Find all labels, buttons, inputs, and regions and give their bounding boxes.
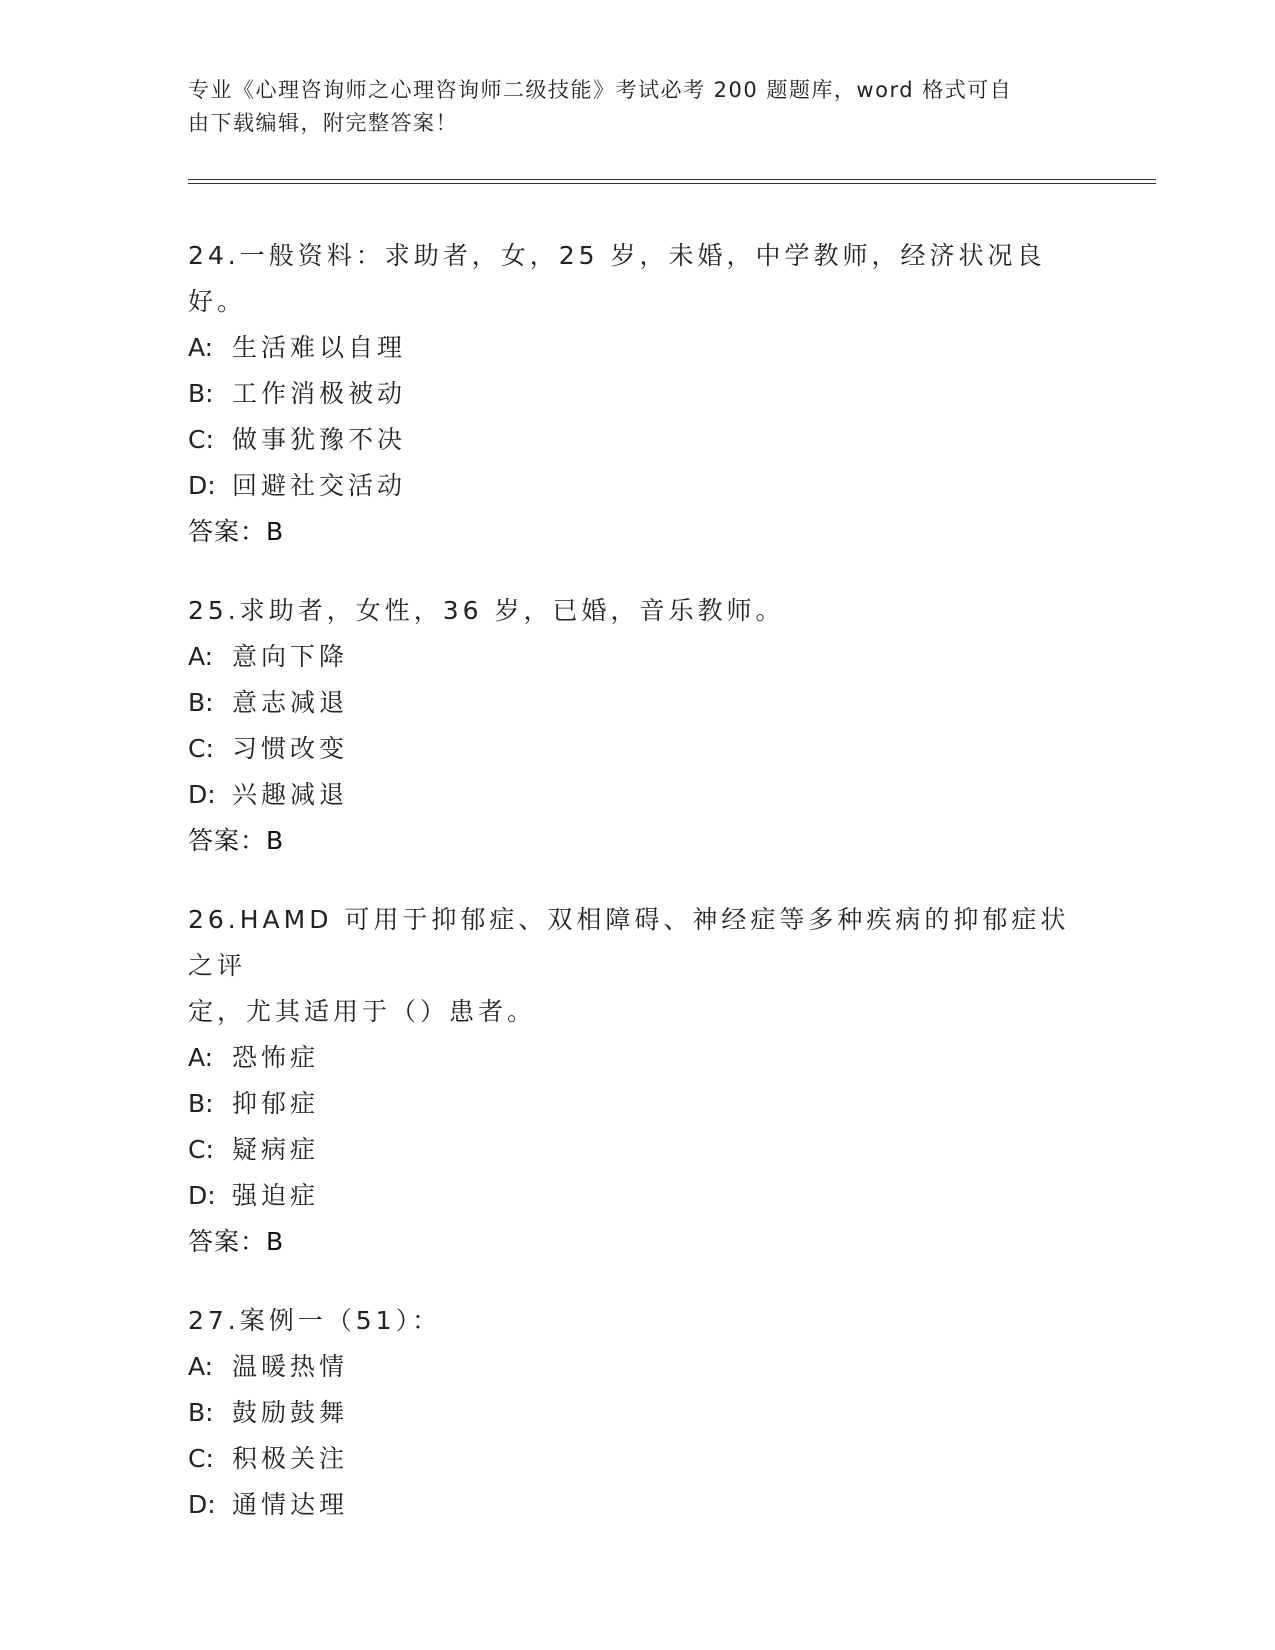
option-a <box>188 325 1088 371</box>
option-d <box>188 463 1088 509</box>
question-stem: 24.一般资料：求助者，女，25 岁，未婚，中学教师，经济状况良好。 <box>188 241 1046 316</box>
option-b <box>188 1390 1088 1436</box>
option-c <box>188 1436 1088 1482</box>
option-letter: B: <box>188 1089 214 1118</box>
option-text: 通情达理 <box>232 1490 349 1519</box>
question-stem-line-2: 定，尤其适用于（）患者。 <box>188 997 537 1026</box>
option-letter: B: <box>188 379 214 408</box>
option-b <box>188 680 1088 726</box>
option-text: 恐怖症 <box>232 1043 320 1072</box>
option-letter: B: <box>188 688 214 717</box>
option-letter: C: <box>188 1444 214 1473</box>
option-letter: D: <box>188 780 216 809</box>
option-d <box>188 772 1088 818</box>
option-text: 工作消极被动 <box>232 379 407 408</box>
option-c <box>188 1127 1088 1173</box>
question-stem: 27.案例一（51）： <box>188 1306 442 1335</box>
option-letter: C: <box>188 425 214 454</box>
option-d <box>188 1482 1088 1528</box>
option-text: 回避社交活动 <box>232 471 407 500</box>
option-letter: D: <box>188 1181 216 1210</box>
option-b <box>188 1081 1088 1127</box>
option-b <box>188 371 1088 417</box>
header-divider-top <box>188 179 1156 180</box>
option-text: 强迫症 <box>232 1181 320 1210</box>
question-25 <box>188 588 1088 864</box>
option-text: 做事犹豫不决 <box>232 425 407 454</box>
answer-line: 答案：B <box>188 1227 285 1256</box>
option-letter: C: <box>188 1135 214 1164</box>
header-line-1: 专业《心理咨询师之心理咨询师二级技能》考试必考 200 题题库，word 格式可自 <box>188 78 1013 102</box>
option-text: 鼓励鼓舞 <box>232 1398 349 1427</box>
question-stem-line-1: 26.HAMD 可用于抑郁症、双相障碍、神经症等多种疾病的抑郁症状之评 <box>188 905 1070 980</box>
option-a <box>188 1344 1088 1390</box>
question-24 <box>188 233 1088 555</box>
option-text: 意志减退 <box>232 688 349 717</box>
option-a <box>188 1035 1088 1081</box>
option-text: 兴趣减退 <box>232 780 349 809</box>
option-text: 疑病症 <box>232 1135 320 1164</box>
option-letter: A: <box>188 333 214 362</box>
option-text: 生活难以自理 <box>232 333 407 362</box>
option-text: 抑郁症 <box>232 1089 320 1118</box>
answer-line: 答案：B <box>188 517 285 546</box>
option-letter: C: <box>188 734 214 763</box>
option-text: 温暖热情 <box>232 1352 349 1381</box>
answer-line: 答案：B <box>188 826 285 855</box>
question-27 <box>188 1298 1088 1528</box>
option-text: 意向下降 <box>232 642 349 671</box>
header-divider-bottom <box>188 183 1156 184</box>
option-text: 积极关注 <box>232 1444 349 1473</box>
option-letter: B: <box>188 1398 214 1427</box>
question-26 <box>188 897 1088 1265</box>
document-header <box>188 74 1088 140</box>
option-a <box>188 634 1088 680</box>
option-letter: A: <box>188 1043 214 1072</box>
option-d <box>188 1173 1088 1219</box>
option-letter: D: <box>188 1490 216 1519</box>
option-c <box>188 726 1088 772</box>
question-list <box>188 233 1088 1561</box>
option-letter: A: <box>188 642 214 671</box>
option-text: 习惯改变 <box>232 734 349 763</box>
header-line-2: 由下载编辑，附完整答案！ <box>188 111 458 135</box>
option-letter: D: <box>188 471 216 500</box>
option-letter: A: <box>188 1352 214 1381</box>
question-stem: 25.求助者，女性，36 岁，已婚，音乐教师。 <box>188 596 785 625</box>
option-c <box>188 417 1088 463</box>
